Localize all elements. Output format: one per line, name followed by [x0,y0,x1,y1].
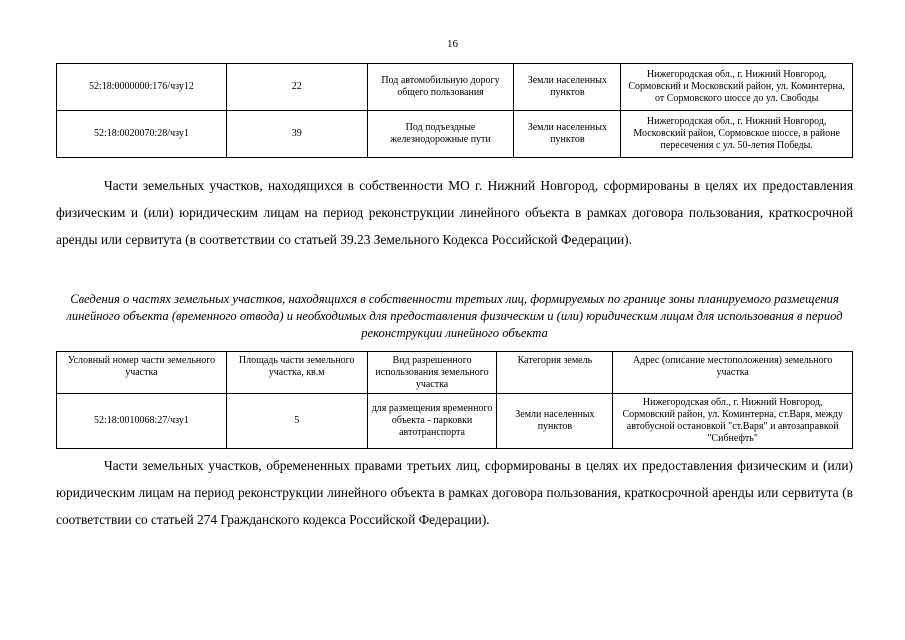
permitted-use-cell: Под подъездные железнодорожные пути [367,111,514,158]
land-parcels-table-continued [56,63,853,158]
permitted-use-cell: Под автомобильную дорогу общего пользования [367,64,514,111]
table-row [57,64,853,111]
address-cell: Нижегородская обл., г. Нижний Новгород, Сормовский район, ул. Коминтерна, ст.Варя, между автобусной остановкой "ст.Варя" и автозаправкой "Сибнефть" [613,394,853,449]
page-number: 16 [447,38,458,50]
parcel-number-cell: 52:18:0020070:28/чзу1 [57,111,227,158]
parcel-number-cell: 52:18:0010068:27/чзу1 [57,394,227,449]
column-header: Вид разрешенного использования земельного участка [367,352,497,394]
column-header: Категория земель [497,352,613,394]
area-cell: 39 [226,111,367,158]
land-category-cell: Земли населенных пунктов [514,64,621,111]
third-party-parcels-table [56,351,853,449]
address-cell: Нижегородская обл., г. Нижний Новгород, Московский район, Сормовское шоссе, в районе пересечения с ул. 50-летия Победы. [621,111,853,158]
body-paragraph-municipal-parcels: Части земельных участков, находящихся в собственности МО г. Нижний Новгород, сформированы в целях их предоставления физическим и (или) юридическим лицам на период реконструкции линейного объекта в рамках договора пользования, краткосрочной аренды или сервитута (в соответствии со статьей 39.23 Земельного Кодекса Российской Федерации). [56,178,853,247]
table-caption: Сведения о частях земельных участков, находящихся в собственности третьих лиц, формируемых по границе зоны планируемого размещения линейного объекта (временного отвода) и необходимых для предоставления физическим и (или) юридическим лицам для использования в период реконструкции линейного объекта [66,292,843,340]
address-cell: Нижегородская обл., г. Нижний Новгород, Сормовский и Московский район, ул. Коминтерна, от Сормовского шоссе до ул. Свободы [621,64,853,111]
land-category-cell: Земли населенных пунктов [497,394,613,449]
area-cell: 22 [226,64,367,111]
land-category-cell: Земли населенных пунктов [514,111,621,158]
parcel-number-cell: 52:18:0000000:176/чзу12 [57,64,227,111]
table-header-row [57,352,853,394]
column-header: Условный номер части земельного участка [57,352,227,394]
permitted-use-cell: для размещения временного объекта - парковки автотранспорта [367,394,497,449]
area-cell: 5 [226,394,367,449]
table-row [57,394,853,449]
body-paragraph-encumbered-parcels: Части земельных участков, обремененных правами третьих лиц, сформированы в целях их предоставления физическим и (или) юридическим лицам на период реконструкции линейного объекта в рамках договора пользования, краткосрочной аренды или сервитута (в соответствии со статьей 274 Гражданского кодекса Российской Федерации). [56,458,853,527]
table-row [57,111,853,158]
column-header: Адрес (описание местоположения) земельного участка [613,352,853,394]
column-header: Площадь части земельного участка, кв.м [226,352,367,394]
